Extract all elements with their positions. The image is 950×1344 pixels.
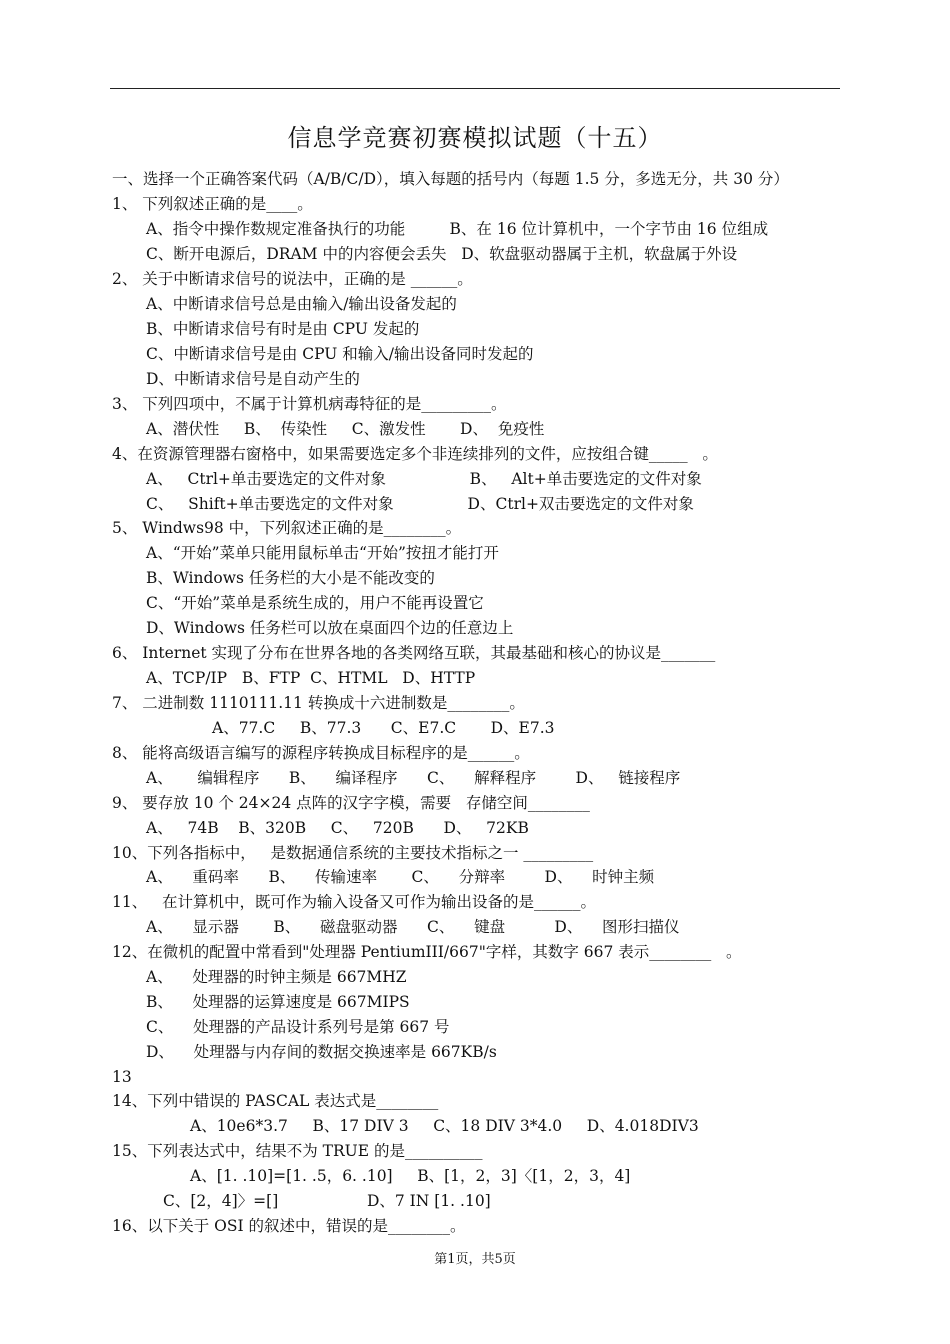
header-rule <box>110 88 840 89</box>
question-5-option: D、Windows 任务栏可以放在桌面四个边的任意边上 <box>146 619 514 637</box>
question-13-stem: 13 <box>112 1068 132 1086</box>
question-12-option: B、 处理器的运算速度是 667MIPS <box>146 993 410 1011</box>
question-15-options-row: C、[2，4]〉=[] D、7 IN [1. .10] <box>163 1192 491 1210</box>
question-1-options-row: A、指令中操作数规定准备执行的功能 B、在 16 位计算机中，一个字节由 16 位组成 <box>146 220 769 238</box>
question-12-option: A、 处理器的时钟主频是 667MHZ <box>146 968 407 986</box>
question-2-stem: 2、 关于中断请求信号的说法中，正确的是 ______。 <box>112 270 473 288</box>
question-4-options-row: C、 Shift+单击要选定的文件对象 D、Ctrl+双击要选定的文件对象 <box>146 495 694 513</box>
question-7-stem: 7、 二进制数 1110111.11 转换成十六进制数是________。 <box>112 694 525 712</box>
question-2-option: D、中断请求信号是自动产生的 <box>146 370 360 388</box>
section-heading: 一、选择一个正确答案代码（A/B/C/D），填入每题的括号内（每题 1.5 分，多选无分，共 30 分） <box>112 170 789 188</box>
question-3-options-row: A、潜伏性 B、 传染性 C、激发性 D、 免疫性 <box>146 420 545 438</box>
question-14-stem: 14、下列中错误的 PASCAL 表达式是________ <box>112 1092 439 1110</box>
question-10-stem: 10、下列各指标中， 是数据通信系统的主要技术指标之一 _________ <box>112 844 594 862</box>
question-6-options-row: A、TCP/IP B、FTP C、HTML D、HTTP <box>146 669 476 687</box>
question-11-options-row: A、 显示器 B、 磁盘驱动器 C、 键盘 D、 图形扫描仪 <box>146 918 680 936</box>
question-15-options-row: A、[1. .10]=[1. .5，6. .10] B、[1，2，3]〈[1，2，3，4] <box>190 1167 631 1185</box>
page-title: 信息学竞赛初赛模拟试题（十五） <box>287 124 663 152</box>
question-15-stem: 15、下列表达式中，结果不为 TRUE 的是__________ <box>112 1142 483 1160</box>
question-10-options-row: A、 重码率 B、 传输速率 C、 分辩率 D、 时钟主频 <box>146 868 655 886</box>
question-9-options-row: A、 74B B、320B C、 720B D、 72KB <box>146 819 529 837</box>
question-8-options-row: A、 编辑程序 B、 编译程序 C、 解释程序 D、 链接程序 <box>146 769 681 787</box>
question-4-stem: 4、在资源管理器右窗格中，如果需要选定多个非连续排列的文件，应按组合键_____ 。 <box>112 445 718 463</box>
question-3-stem: 3、 下列四项中，不属于计算机病毒特征的是_________。 <box>112 395 507 413</box>
question-2-option: C、中断请求信号是由 CPU 和输入/输出设备同时发起的 <box>146 345 534 363</box>
question-6-stem: 6、 Internet 实现了分布在世界各地的各类网络互联，其最基础和核心的协议是_______ <box>112 644 716 662</box>
question-16-stem: 16、以下关于 OSI 的叙述中，错误的是________。 <box>112 1217 466 1235</box>
question-5-option: C、“开始”菜单是系统生成的，用户不能再设置它 <box>146 594 484 612</box>
question-12-option: C、 处理器的产品设计系列号是第 667 号 <box>146 1018 450 1036</box>
question-12-stem: 12、在微机的配置中常看到"处理器 PentiumIII/667"字样，其数字 667 表示________ 。 <box>112 943 742 961</box>
question-12-option: D、 处理器与内存间的数据交换速率是 667KB/s <box>146 1043 497 1061</box>
question-5-stem: 5、 Windws98 中，下列叙述正确的是________。 <box>112 519 462 537</box>
question-1-options-row: C、断开电源后，DRAM 中的内容便会丢失 D、软盘驱动器属于主机，软盘属于外设 <box>146 245 738 263</box>
question-7-options-row: A、77.C B、77.3 C、E7.C D、E7.3 <box>212 719 555 737</box>
question-11-stem: 11、 在计算机中，既可作为输入设备又可作为输出设备的是______。 <box>112 893 597 911</box>
question-9-stem: 9、 要存放 10 个 24×24 点阵的汉字字模，需要 存储空间________ <box>112 794 590 812</box>
question-8-stem: 8、 能将高级语言编写的源程序转换成目标程序的是______。 <box>112 744 530 762</box>
question-4-options-row: A、 Ctrl+单击要选定的文件对象 B、 Alt+单击要选定的文件对象 <box>146 470 702 488</box>
question-14-options-row: A、10e6*3.7 B、17 DIV 3 C、18 DIV 3*4.0 D、4.018DIV3 <box>190 1117 699 1135</box>
question-5-option: A、“开始”菜单只能用鼠标单击“开始”按扭才能打开 <box>146 544 499 562</box>
question-1-stem: 1、 下列叙述正确的是____。 <box>112 195 313 213</box>
page-footer: 第1页，共5页 <box>434 1252 516 1267</box>
question-2-option: A、中断请求信号总是由输入/输出设备发起的 <box>146 295 457 313</box>
question-2-option: B、中断请求信号有时是由 CPU 发起的 <box>146 320 420 338</box>
question-5-option: B、Windows 任务栏的大小是不能改变的 <box>146 569 435 587</box>
